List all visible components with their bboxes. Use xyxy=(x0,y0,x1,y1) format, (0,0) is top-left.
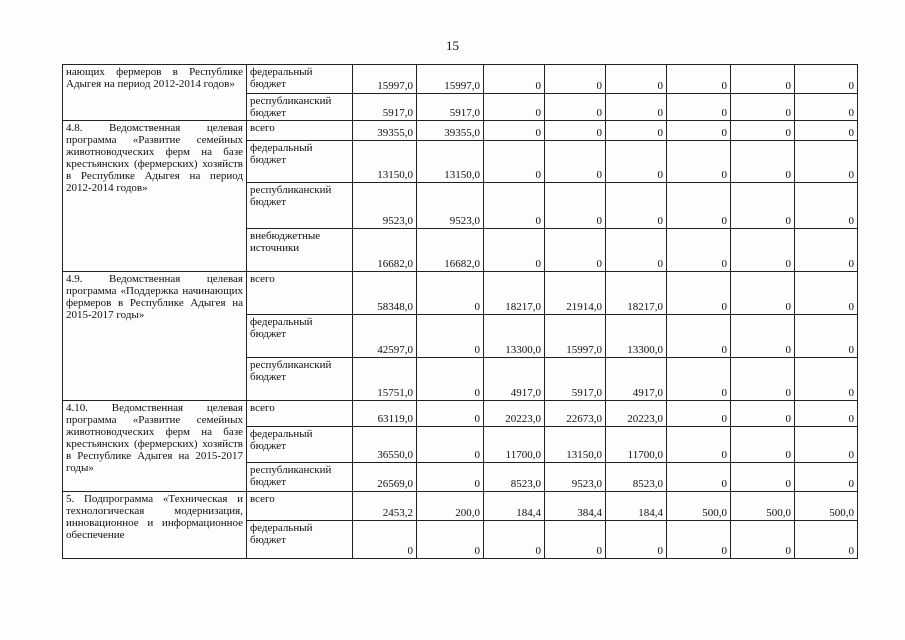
program-name-cell: 4.9. Ведомственная целевая программа «Поддержка начинающих фермеров в Республике Адыгея на 2015-2017 годы» xyxy=(63,272,247,401)
program-name-cell: 4.8. Ведомственная целевая программа «Развитие семейных животноводческих ферм на базе крестьянских (фермерских) хозяйств в Республике Адыгея на период 2012-2014 годов» xyxy=(63,121,247,272)
amount-cell: 0 xyxy=(731,463,795,492)
amount-cell: 500,0 xyxy=(731,492,795,521)
amount-cell: 0 xyxy=(484,65,545,94)
amount-cell: 11700,0 xyxy=(484,427,545,463)
funding-source-cell: всего xyxy=(247,121,353,141)
amount-cell: 0 xyxy=(545,521,606,559)
amount-cell: 22673,0 xyxy=(545,401,606,427)
amount-cell: 0 xyxy=(731,65,795,94)
amount-cell: 18217,0 xyxy=(484,272,545,315)
amount-cell: 0 xyxy=(795,272,858,315)
amount-cell: 184,4 xyxy=(606,492,667,521)
amount-cell: 0 xyxy=(795,521,858,559)
amount-cell: 21914,0 xyxy=(545,272,606,315)
page-number: 15 xyxy=(446,38,459,53)
amount-cell: 0 xyxy=(795,94,858,121)
amount-cell: 0 xyxy=(484,521,545,559)
amount-cell: 9523,0 xyxy=(417,183,484,229)
amount-cell: 36550,0 xyxy=(353,427,417,463)
amount-cell: 0 xyxy=(545,183,606,229)
amount-cell: 184,4 xyxy=(484,492,545,521)
amount-cell: 0 xyxy=(731,521,795,559)
amount-cell: 0 xyxy=(667,229,731,272)
amount-cell: 15997,0 xyxy=(417,65,484,94)
amount-cell: 0 xyxy=(667,183,731,229)
funding-source-cell: федеральный бюджет xyxy=(247,427,353,463)
amount-cell: 0 xyxy=(795,427,858,463)
amount-cell: 0 xyxy=(667,358,731,401)
amount-cell: 0 xyxy=(667,315,731,358)
amount-cell: 0 xyxy=(484,94,545,121)
program-name-cell: 5. Подпрограмма «Техническая и технологическая модернизация, инновационное и информационное обеспечение xyxy=(63,492,247,559)
amount-cell: 0 xyxy=(731,94,795,121)
funding-source-cell: федеральный бюджет xyxy=(247,521,353,559)
amount-cell: 0 xyxy=(731,229,795,272)
funding-source-cell: республиканский бюджет xyxy=(247,94,353,121)
amount-cell: 0 xyxy=(353,521,417,559)
amount-cell: 15751,0 xyxy=(353,358,417,401)
amount-cell: 0 xyxy=(667,463,731,492)
amount-cell: 63119,0 xyxy=(353,401,417,427)
funding-source-cell: внебюджетные источники xyxy=(247,229,353,272)
amount-cell: 5917,0 xyxy=(417,94,484,121)
amount-cell: 0 xyxy=(417,401,484,427)
funding-source-cell: всего xyxy=(247,272,353,315)
amount-cell: 13300,0 xyxy=(606,315,667,358)
amount-cell: 0 xyxy=(667,521,731,559)
amount-cell: 20223,0 xyxy=(606,401,667,427)
amount-cell: 0 xyxy=(731,401,795,427)
amount-cell: 0 xyxy=(484,141,545,183)
amount-cell: 0 xyxy=(731,427,795,463)
amount-cell: 0 xyxy=(731,183,795,229)
amount-cell: 13150,0 xyxy=(417,141,484,183)
amount-cell: 0 xyxy=(417,272,484,315)
amount-cell: 0 xyxy=(795,141,858,183)
amount-cell: 0 xyxy=(795,183,858,229)
amount-cell: 4917,0 xyxy=(484,358,545,401)
amount-cell: 0 xyxy=(417,315,484,358)
funding-source-cell: всего xyxy=(247,492,353,521)
funding-source-cell: республиканский бюджет xyxy=(247,183,353,229)
amount-cell: 0 xyxy=(417,463,484,492)
table-row xyxy=(63,492,858,521)
amount-cell: 0 xyxy=(484,183,545,229)
table-row xyxy=(63,121,858,141)
amount-cell: 0 xyxy=(606,121,667,141)
amount-cell: 0 xyxy=(417,427,484,463)
amount-cell: 0 xyxy=(731,141,795,183)
amount-cell: 0 xyxy=(606,183,667,229)
amount-cell: 2453,2 xyxy=(353,492,417,521)
amount-cell: 15997,0 xyxy=(545,315,606,358)
amount-cell: 0 xyxy=(484,121,545,141)
amount-cell: 42597,0 xyxy=(353,315,417,358)
amount-cell: 15997,0 xyxy=(353,65,417,94)
amount-cell: 0 xyxy=(545,65,606,94)
amount-cell: 0 xyxy=(667,272,731,315)
amount-cell: 200,0 xyxy=(417,492,484,521)
amount-cell: 0 xyxy=(731,272,795,315)
program-name-cell: 4.10. Ведомственная целевая программа «Развитие семейных животноводческих ферм на базе крестьянских (фермерских) хозяйств в Республике Адыгея на 2015-2017 годы» xyxy=(63,401,247,492)
funding-source-cell: федеральный бюджет xyxy=(247,141,353,183)
funding-source-cell: федеральный бюджет xyxy=(247,65,353,94)
amount-cell: 0 xyxy=(795,463,858,492)
amount-cell: 384,4 xyxy=(545,492,606,521)
amount-cell: 0 xyxy=(731,315,795,358)
amount-cell: 0 xyxy=(667,141,731,183)
amount-cell: 0 xyxy=(731,121,795,141)
amount-cell: 39355,0 xyxy=(417,121,484,141)
amount-cell: 13300,0 xyxy=(484,315,545,358)
table-row xyxy=(63,401,858,427)
funding-source-cell: федеральный бюджет xyxy=(247,315,353,358)
amount-cell: 20223,0 xyxy=(484,401,545,427)
funding-source-cell: всего xyxy=(247,401,353,427)
amount-cell: 26569,0 xyxy=(353,463,417,492)
amount-cell: 8523,0 xyxy=(484,463,545,492)
amount-cell: 0 xyxy=(795,229,858,272)
amount-cell: 13150,0 xyxy=(353,141,417,183)
amount-cell: 0 xyxy=(667,121,731,141)
amount-cell: 16682,0 xyxy=(417,229,484,272)
table-row xyxy=(63,65,858,94)
amount-cell: 39355,0 xyxy=(353,121,417,141)
amount-cell: 11700,0 xyxy=(606,427,667,463)
amount-cell: 0 xyxy=(667,65,731,94)
amount-cell: 0 xyxy=(606,141,667,183)
funding-source-cell: республиканский бюджет xyxy=(247,358,353,401)
amount-cell: 16682,0 xyxy=(353,229,417,272)
amount-cell: 13150,0 xyxy=(545,427,606,463)
amount-cell: 0 xyxy=(606,229,667,272)
table-row xyxy=(63,272,858,315)
amount-cell: 0 xyxy=(731,358,795,401)
amount-cell: 0 xyxy=(667,401,731,427)
amount-cell: 8523,0 xyxy=(606,463,667,492)
amount-cell: 9523,0 xyxy=(353,183,417,229)
amount-cell: 0 xyxy=(795,315,858,358)
amount-cell: 0 xyxy=(545,141,606,183)
amount-cell: 0 xyxy=(795,358,858,401)
amount-cell: 500,0 xyxy=(795,492,858,521)
amount-cell: 0 xyxy=(417,521,484,559)
amount-cell: 5917,0 xyxy=(545,358,606,401)
amount-cell: 500,0 xyxy=(667,492,731,521)
amount-cell: 0 xyxy=(606,94,667,121)
amount-cell: 18217,0 xyxy=(606,272,667,315)
amount-cell: 0 xyxy=(667,94,731,121)
funding-source-cell: республиканский бюджет xyxy=(247,463,353,492)
amount-cell: 0 xyxy=(606,521,667,559)
amount-cell: 0 xyxy=(795,401,858,427)
amount-cell: 0 xyxy=(545,94,606,121)
amount-cell: 0 xyxy=(795,121,858,141)
amount-cell: 0 xyxy=(606,65,667,94)
amount-cell: 4917,0 xyxy=(606,358,667,401)
amount-cell: 0 xyxy=(667,427,731,463)
amount-cell: 0 xyxy=(545,229,606,272)
amount-cell: 9523,0 xyxy=(545,463,606,492)
amount-cell: 0 xyxy=(484,229,545,272)
amount-cell: 0 xyxy=(545,121,606,141)
amount-cell: 0 xyxy=(795,65,858,94)
amount-cell: 0 xyxy=(417,358,484,401)
amount-cell: 5917,0 xyxy=(353,94,417,121)
budget-table xyxy=(62,64,858,559)
program-name-cell: нающих фермеров в Республике Адыгея на период 2012-2014 годов» xyxy=(63,65,247,121)
amount-cell: 58348,0 xyxy=(353,272,417,315)
